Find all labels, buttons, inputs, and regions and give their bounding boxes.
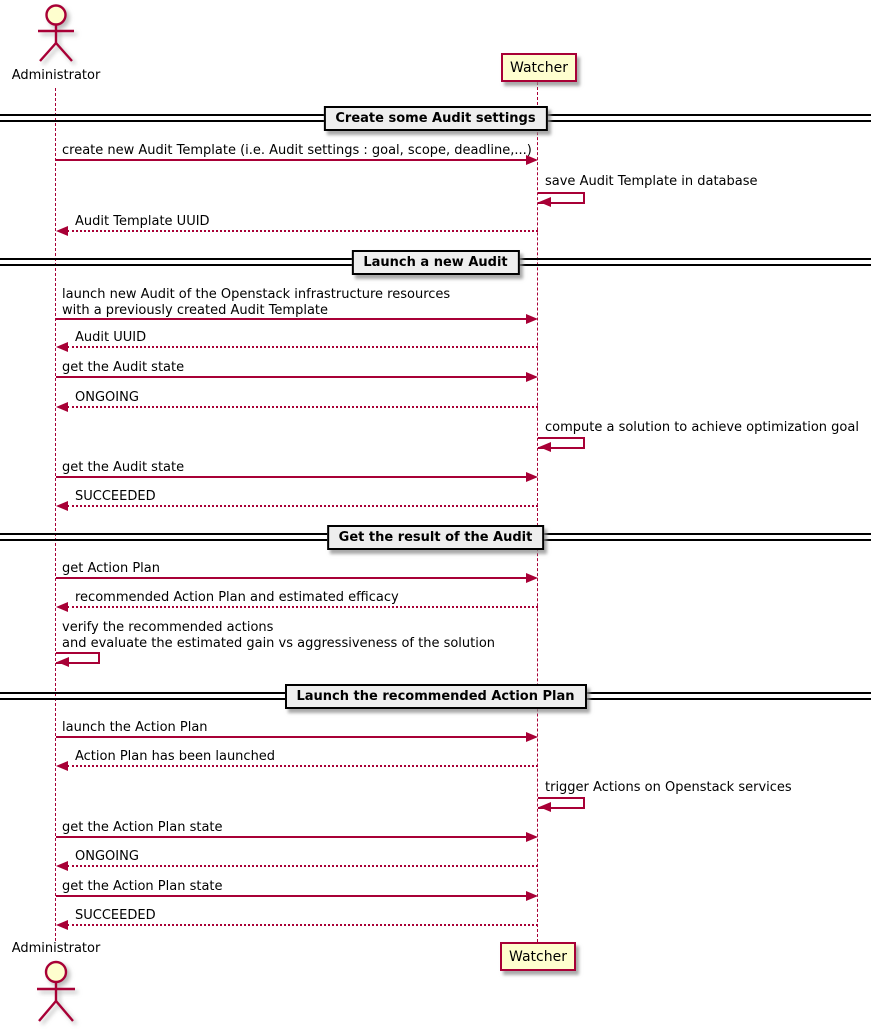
divider-launch-new-audit: [0, 250, 871, 276]
actor-label-administrator-bottom: Administrator: [11, 941, 101, 956]
divider-label: Get the result of the Audit: [327, 525, 545, 550]
return-arrow: [67, 406, 538, 408]
message-label: recommended Action Plan and estimated efficacy: [75, 590, 399, 605]
arrowhead-left-icon: [56, 602, 68, 612]
message-label: Audit UUID: [75, 330, 147, 345]
lifeline-watcher: [537, 82, 538, 942]
message-arrow: [56, 318, 527, 320]
arrowhead-left-icon: [56, 501, 68, 511]
message-label: Audit Template UUID: [75, 214, 210, 229]
message-label: SUCCEEDED: [75, 908, 156, 923]
return-arrow: [67, 765, 538, 767]
return-arrow: [67, 924, 538, 926]
message-label: create new Audit Template (i.e. Audit settings : goal, scope, deadline,...): [62, 143, 532, 158]
return-arrow: [67, 346, 538, 348]
actor-icon: [25, 3, 87, 65]
message-label: ONGOING: [75, 390, 139, 405]
divider-label: Launch a new Audit: [351, 250, 519, 275]
message-label: launch new Audit of the Openstack infrastructure resources: [62, 287, 451, 302]
participant-watcher-bottom: [500, 942, 576, 971]
actor-label-administrator-top: Administrator: [11, 68, 101, 83]
message-label: get the Action Plan state: [62, 879, 223, 894]
arrowhead-right-icon: [526, 891, 538, 901]
arrowhead-right-icon: [526, 314, 538, 324]
message-label: compute a solution to achieve optimization goal: [545, 420, 859, 435]
arrowhead-left-icon: [57, 657, 69, 667]
message-label: with a previously created Audit Template: [62, 303, 329, 318]
message-arrow: [56, 476, 527, 478]
message-label: trigger Actions on Openstack services: [545, 780, 792, 795]
return-arrow: [67, 230, 538, 232]
arrowhead-left-icon: [56, 761, 68, 771]
arrowhead-left-icon: [56, 861, 68, 871]
arrowhead-left-icon: [56, 226, 68, 236]
arrowhead-right-icon: [526, 732, 538, 742]
return-arrow: [67, 505, 538, 507]
message-arrow: [56, 376, 527, 378]
arrowhead-left-icon: [539, 197, 551, 207]
message-label: get the Action Plan state: [62, 820, 223, 835]
divider-get-result: [0, 525, 871, 551]
arrowhead-left-icon: [539, 442, 551, 452]
return-arrow: [67, 865, 538, 867]
message-label: get the Audit state: [62, 460, 185, 475]
message-arrow: [56, 736, 527, 738]
participant-watcher-top: [501, 53, 577, 82]
lifeline-administrator: [55, 88, 56, 941]
arrowhead-left-icon: [539, 802, 551, 812]
divider-label: Launch the recommended Action Plan: [284, 684, 586, 709]
divider-launch-action-plan: [0, 684, 871, 710]
message-label: get Action Plan: [62, 561, 160, 576]
message-label: and evaluate the estimated gain vs aggressiveness of the solution: [62, 636, 496, 651]
arrowhead-right-icon: [526, 155, 538, 165]
participant-label: Watcher: [509, 948, 567, 965]
arrowhead-left-icon: [56, 920, 68, 930]
message-label: verify the recommended actions: [62, 620, 274, 635]
message-label: SUCCEEDED: [75, 489, 156, 504]
message-arrow: [56, 895, 527, 897]
divider-label: Create some Audit settings: [323, 106, 547, 131]
arrowhead-right-icon: [526, 472, 538, 482]
message-label: ONGOING: [75, 849, 139, 864]
message-label: launch the Action Plan: [62, 720, 208, 735]
message-arrow: [56, 577, 527, 579]
arrowhead-left-icon: [56, 342, 68, 352]
message-label: Action Plan has been launched: [75, 749, 276, 764]
arrowhead-right-icon: [526, 573, 538, 583]
message-arrow: [56, 836, 527, 838]
divider-create-audit-settings: [0, 106, 871, 132]
return-arrow: [67, 606, 538, 608]
message-label: save Audit Template in database: [545, 174, 758, 189]
actor-icon: [25, 959, 87, 1027]
arrowhead-left-icon: [56, 402, 68, 412]
participant-label: Watcher: [510, 59, 568, 76]
message-arrow: [56, 159, 527, 161]
message-label: get the Audit state: [62, 360, 185, 375]
arrowhead-right-icon: [526, 832, 538, 842]
arrowhead-right-icon: [526, 372, 538, 382]
